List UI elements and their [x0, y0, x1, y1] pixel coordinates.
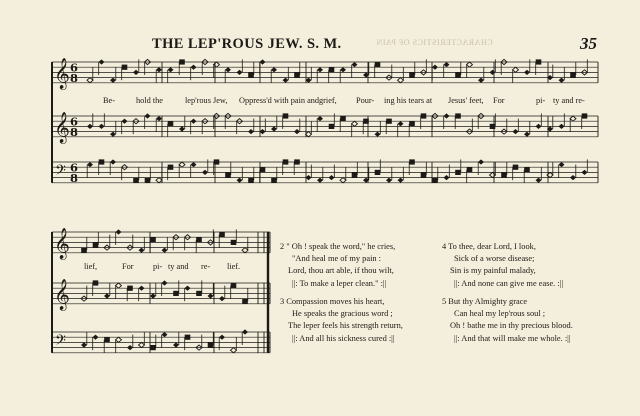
s1-bass-note	[536, 178, 542, 183]
lyric-8: Jesus' feet,	[448, 96, 484, 105]
s2-bass-note	[139, 342, 145, 347]
s1-alto-note	[570, 116, 576, 121]
s1-treble-note	[455, 72, 461, 77]
s1-treble-note	[432, 65, 438, 70]
s1-treble-note	[352, 62, 358, 67]
s1-bass-note	[513, 165, 519, 170]
s1-treble-note	[110, 78, 116, 83]
s2-alto-note	[208, 293, 214, 298]
s1-alto-note	[110, 132, 116, 137]
s1-alto-note	[329, 124, 335, 129]
s1-treble-note	[283, 78, 289, 83]
s1-treble-note	[536, 59, 542, 64]
s1-treble-note	[294, 72, 300, 77]
s2-bass-note	[116, 337, 122, 342]
lyric-7: ing his tears at	[384, 96, 433, 105]
s2-alto-note	[231, 283, 237, 288]
s1-treble-note	[156, 67, 162, 72]
s1-bass-time-bottom: 8	[70, 170, 78, 185]
verse-4-line-1: 4 To thee, dear Lord, I look,	[442, 242, 536, 251]
s1-bass-note	[214, 159, 220, 164]
s1-treble-note	[191, 65, 197, 70]
s1-bass-note	[156, 178, 162, 183]
verse-2-line-2: "And heal me of my pain :	[292, 254, 382, 264]
s2-alto-note	[196, 291, 202, 296]
s1-bass-note	[409, 159, 415, 164]
s1-alto-note	[363, 119, 369, 124]
s1-bass-time-top: 6	[70, 160, 78, 175]
s2-alto-note	[173, 291, 179, 296]
s1-treble-note	[329, 67, 335, 72]
s1-treble-note	[340, 67, 346, 72]
s1-treble-note	[559, 78, 565, 83]
s1-bass-note	[237, 178, 243, 183]
s1-bass-note	[490, 172, 496, 177]
s1-bass-note	[179, 162, 185, 167]
s1-treble-treble-clef: 𝄞	[54, 57, 70, 89]
s1-alto-note	[409, 121, 415, 126]
s1-bass-note	[478, 159, 484, 164]
s1-treble-time-bottom: 8	[70, 70, 78, 85]
s1-bass-note	[386, 178, 392, 183]
s1-treble-note	[317, 67, 323, 72]
lyric-9: For	[493, 96, 505, 105]
s1-alto-note	[179, 126, 185, 131]
s2-treble-note	[150, 237, 156, 242]
s1-bass-note	[110, 159, 116, 164]
s2-bass-note	[127, 345, 133, 350]
s2-treble-note	[81, 248, 87, 253]
s2-bass-note	[104, 337, 110, 342]
s1-bass-note	[398, 178, 404, 183]
s2-treble-note	[219, 232, 225, 237]
s1-treble-note	[444, 62, 450, 67]
s1-alto-note	[191, 119, 197, 124]
s1-bass-note	[444, 175, 450, 180]
page-number: 35	[580, 34, 597, 53]
s2-bass-note	[150, 345, 156, 350]
s1-bass-note	[421, 172, 427, 177]
s1-bass-note	[375, 170, 381, 175]
s1-bass-note	[570, 175, 576, 180]
s1-alto-note	[248, 129, 254, 134]
s2-alto-note	[242, 299, 248, 304]
s2-alto-note	[116, 283, 122, 288]
s1-alto-note	[398, 121, 404, 126]
s2-treble-treble-clef: 𝄞	[54, 227, 70, 259]
verse-4	[442, 241, 563, 290]
s1-bass-note	[271, 178, 277, 183]
lyric-13: For	[122, 262, 134, 271]
meter-text: S. M.	[306, 36, 342, 52]
s1-treble-note	[467, 62, 473, 67]
s1-alto-treble-clef: 𝄞	[54, 111, 70, 143]
lyric-5: grief,	[319, 96, 337, 105]
s1-treble-note	[570, 72, 576, 77]
s2-alto-treble-clef: 𝄞	[54, 278, 70, 310]
s1-treble-note	[214, 62, 220, 67]
lyric-1: Be-	[103, 96, 115, 105]
s1-bass-note	[340, 178, 346, 183]
s2-bass-note	[93, 335, 99, 340]
s1-bass-note	[87, 162, 93, 167]
s1-alto-note	[283, 113, 289, 118]
verse-4-line-4: ||: And none can give me ease. :||	[454, 278, 564, 288]
s1-bass-note	[582, 170, 588, 175]
s1-bass-note	[524, 167, 530, 172]
verse-5-line-1: 5 But thy Almighty grace	[442, 297, 528, 306]
verse-3-line-3: The leper feels his strength return,	[288, 321, 403, 331]
s1-bass-note	[317, 178, 323, 183]
s1-treble-note	[168, 67, 174, 72]
s2-treble-note	[196, 237, 202, 242]
s1-bass-note	[283, 159, 289, 164]
s1-alto-note	[386, 119, 392, 124]
s1-alto-time-bottom: 8	[70, 124, 78, 139]
s1-alto-note	[421, 113, 427, 118]
s1-alto-note	[536, 124, 542, 129]
s1-bass-note	[294, 159, 300, 164]
s1-treble-note	[179, 59, 185, 64]
s1-alto-note	[582, 113, 588, 118]
lyric-17: lief.	[227, 262, 241, 271]
s1-treble-note	[490, 70, 496, 75]
s2-bass-bass-clef: 𝄢	[55, 332, 67, 353]
verse-4-line-3: Sin is my painful malady,	[450, 266, 536, 276]
s1-bass-note	[329, 175, 335, 180]
bleed-through-text: CHARACTERISTICS OF PAIN	[376, 38, 493, 47]
verse-5-line-2: Can heal my lep'rous soul ;	[454, 309, 546, 319]
s2-bass-note	[173, 342, 179, 347]
lyric-10: pi-	[536, 96, 546, 105]
s1-alto-note	[375, 132, 381, 137]
s1-bass-note	[501, 172, 507, 177]
s1-bass-note	[248, 178, 254, 183]
s1-bass-note	[191, 162, 197, 167]
s1-treble-note	[225, 67, 231, 72]
s1-bass-note	[225, 172, 231, 177]
s1-bass-note	[168, 165, 174, 170]
s1-alto-note	[122, 119, 128, 124]
s2-alto-note	[219, 296, 225, 301]
verse-2-line-3: Lord, thou art able, if thou wilt,	[288, 266, 394, 276]
s1-alto-note	[99, 124, 105, 129]
s1-treble-note	[99, 59, 105, 64]
s2-treble-note	[139, 248, 145, 253]
s1-treble-note	[513, 67, 519, 72]
lyric-11: ty and re-	[553, 96, 585, 105]
s2-treble-note	[242, 248, 248, 253]
s1-alto-note	[340, 116, 346, 121]
lyric-2: hold the	[136, 96, 163, 105]
s1-alto-note	[294, 129, 300, 134]
s1-treble-note	[133, 70, 139, 75]
s1-alto-note	[145, 113, 151, 118]
s1-alto-note	[271, 126, 277, 131]
lyric-16: re-	[201, 262, 211, 271]
s1-alto-note	[513, 129, 519, 134]
verse-3-line-1: 3 Compassion moves his heart,	[280, 297, 385, 306]
s1-treble-note	[248, 72, 254, 77]
s1-bass-note	[467, 167, 473, 172]
s1-alto-note	[455, 113, 461, 118]
s1-alto-note	[156, 116, 162, 121]
s1-treble-note	[87, 78, 93, 83]
s2-bass-note	[162, 332, 168, 337]
s2-bass-note	[81, 342, 87, 347]
s2-alto-note	[162, 280, 168, 285]
s1-treble-note	[271, 67, 277, 72]
s1-alto-time-top: 6	[70, 114, 78, 129]
s2-treble-note	[231, 240, 237, 245]
s1-alto-note	[168, 121, 174, 126]
s1-bass-bass-clef: 𝄢	[55, 162, 67, 183]
lyric-6: Pour-	[356, 96, 375, 105]
lyric-3: lep'rous Jew,	[185, 96, 228, 105]
s1-treble-note	[524, 70, 530, 75]
s1-alto-note	[352, 121, 358, 126]
s1-bass-note	[133, 178, 139, 183]
verse-5-line-3: Oh ! bathe me in thy precious blood.	[450, 321, 573, 331]
s2-alto-note	[139, 286, 145, 291]
s1-bass-note	[145, 178, 151, 183]
verse-2-line-4: ||: To make a leper clean." :||	[292, 278, 387, 288]
s2-treble-note	[162, 248, 168, 253]
title-text: THE LEP'ROUS JEW.	[152, 36, 303, 52]
s2-alto-note	[150, 293, 156, 298]
s2-treble-note	[116, 229, 122, 234]
s1-alto-note	[317, 116, 323, 121]
lyric-4: Oppress'd with pain and	[239, 96, 320, 105]
s1-treble-note	[375, 62, 381, 67]
s1-bass-note	[260, 167, 266, 172]
s2-bass-note	[231, 348, 237, 353]
s1-alto-note	[524, 132, 530, 137]
verse-2	[280, 241, 395, 290]
s1-treble-note	[237, 70, 243, 75]
s2-alto-note	[104, 293, 110, 298]
s1-treble-note	[478, 78, 484, 83]
s1-bass-note	[202, 170, 208, 175]
s2-treble-note	[93, 242, 99, 247]
s2-alto-note	[185, 286, 191, 291]
s1-treble-note	[122, 65, 128, 70]
lyric-15: ty and	[168, 262, 189, 271]
s1-alto-note	[490, 124, 496, 129]
verse-3-line-4: ||: And all his sickness cured :||	[292, 333, 395, 343]
s1-treble-note	[409, 72, 415, 77]
s1-bass-note	[99, 159, 105, 164]
s2-bass-note	[219, 335, 225, 340]
verse-2-line-1: 2 " Oh ! speak the word," he cries,	[280, 242, 396, 251]
s2-bass-note	[208, 342, 214, 347]
s1-alto-note	[87, 124, 93, 129]
verse-5	[442, 296, 573, 345]
s1-alto-note	[444, 113, 450, 118]
s1-alto-note	[559, 124, 565, 129]
lyric-14: pi-	[153, 262, 163, 271]
lyric-12: lief,	[84, 262, 98, 271]
s2-bass-note	[185, 335, 191, 340]
s1-bass-note	[455, 170, 461, 175]
s1-treble-time-top: 6	[70, 60, 78, 75]
verse-4-line-2: Sick of a worse disease;	[454, 254, 535, 264]
verse-3-line-2: He speaks the gracious word ;	[292, 309, 393, 319]
s1-bass-note	[432, 178, 438, 183]
s2-alto-note	[93, 280, 99, 285]
verse-5-line-4: ||: And that will make me whole. :||	[454, 333, 571, 343]
s2-bass-note	[242, 329, 248, 334]
verse-3	[280, 296, 403, 345]
s1-bass-note	[559, 162, 565, 167]
s2-alto-note	[127, 286, 133, 291]
s1-bass-note	[352, 172, 358, 177]
s1-treble-note	[398, 78, 404, 83]
